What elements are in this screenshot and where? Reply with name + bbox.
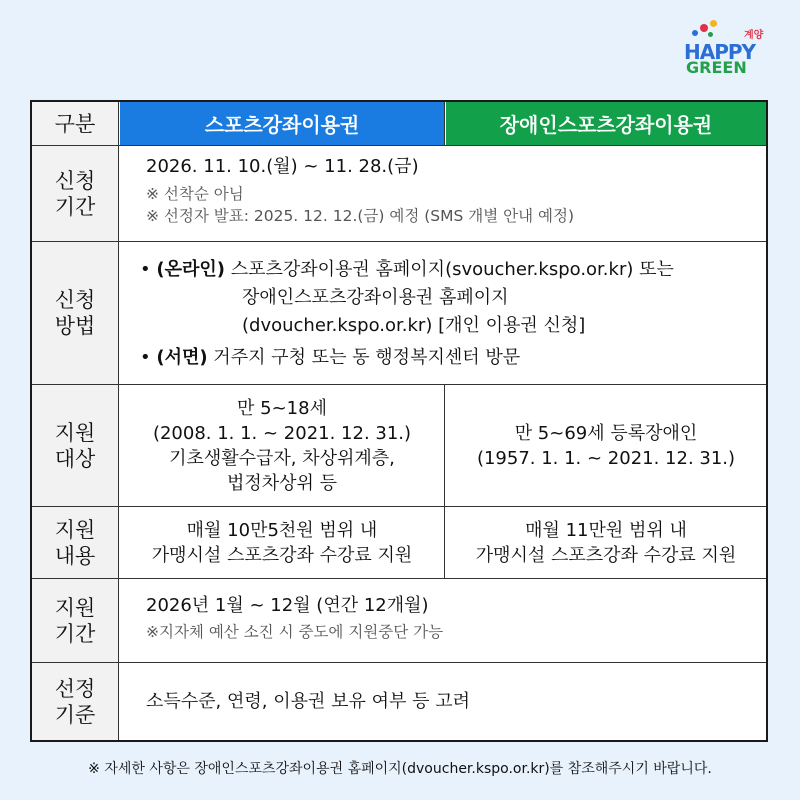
target-birth-range: (2008. 1. 1. ~ 2021. 12. 31.)	[152, 422, 412, 444]
label-line: 대상	[54, 446, 96, 471]
support-period-row	[32, 579, 766, 663]
support-period-label	[32, 579, 119, 662]
label-line: 지원	[54, 517, 96, 542]
header-disabled-sports-voucher	[446, 102, 766, 145]
header-sports-voucher	[120, 102, 445, 145]
sports-voucher-content	[120, 507, 445, 578]
announcement-note: ※ 선정자 발표: 2025. 12. 12.(금) 예정 (SMS 개별 안내 예정)	[146, 207, 575, 225]
selection-criteria-row	[32, 663, 766, 740]
application-method-content	[120, 242, 766, 384]
online-tag: (온라인)	[156, 259, 225, 280]
online-line-2: 장애인스포츠강좌이용권 홈페이지	[242, 287, 509, 308]
label-line: 선정	[54, 676, 96, 701]
disabled-voucher-target	[446, 385, 766, 506]
bullet-icon: •	[140, 259, 157, 280]
target-age: 만 5~18세	[237, 397, 327, 419]
first-come-note: ※ 선착순 아님	[146, 185, 244, 203]
header-row	[32, 102, 766, 146]
sports-voucher-target	[120, 385, 445, 506]
label-line: 지원	[54, 595, 96, 620]
target-eligibility-2: 법정차상위 등	[226, 472, 338, 494]
online-line-3: (dvoucher.kspo.or.kr) [개인 이용권 신청]	[242, 315, 586, 336]
application-method-row	[32, 242, 766, 385]
label-line: 기준	[54, 702, 96, 727]
offline-text: 거주지 구청 또는 동 행정복지센터 방문	[207, 347, 521, 368]
happy-green-logo	[684, 14, 784, 76]
support-period-months: 2026년 1월 ~ 12월 (연간 12개월)	[146, 595, 429, 616]
label-line: 신청	[54, 168, 96, 193]
target-birth-range: (1957. 1. 1. ~ 2021. 12. 31.)	[476, 447, 736, 469]
application-period-label	[32, 146, 119, 241]
online-method	[140, 256, 766, 284]
application-period-content	[120, 146, 766, 241]
logo-text-happy: HAPPY	[684, 40, 756, 64]
label-line: 기간	[54, 621, 96, 646]
content-description: 가맹시설 스포츠강좌 수강료 지원	[475, 544, 737, 566]
label-line: 내용	[54, 543, 96, 568]
header-label-cell	[32, 102, 119, 145]
footer-note: ※ 자세한 사항은 장애인스포츠강좌이용권 홈페이지(dvoucher.kspo.or.kr)를 참조해주시기 바랍니다.	[88, 761, 712, 777]
selection-criteria-label	[32, 663, 119, 740]
content-amount: 매월 10만5천원 범위 내	[186, 519, 378, 541]
label-line: 신청	[54, 288, 96, 312]
label-line: 방법	[54, 314, 96, 338]
header-label: 구분	[54, 111, 96, 136]
header-disabled-sports-voucher-text: 장애인스포츠강좌이용권	[499, 113, 713, 137]
logo-text-green: GREEN	[686, 58, 747, 77]
voucher-info-table	[30, 100, 768, 742]
label-line: 지원	[54, 420, 96, 445]
budget-note: ※지자체 예산 소진 시 중도에 지원중단 가능	[146, 623, 444, 641]
support-target-row	[32, 385, 766, 507]
header-sports-voucher-text: 스포츠강좌이용권	[204, 113, 360, 137]
application-method-label	[32, 242, 119, 384]
support-target-label	[32, 385, 119, 506]
support-period-content	[120, 579, 766, 662]
online-line-1: 스포츠강좌이용권 홈페이지(svoucher.kspo.or.kr) 또는	[224, 259, 674, 280]
application-period-dates: 2026. 11. 10.(월) ~ 11. 28.(금)	[146, 156, 419, 177]
content-description: 가맹시설 스포츠강좌 수강료 지원	[151, 544, 413, 566]
content-amount: 매월 11만원 범위 내	[525, 519, 687, 541]
selection-criteria-text: 소득수준, 연령, 이용권 보유 여부 등 고려	[146, 690, 470, 712]
target-age: 만 5~69세 등록장애인	[514, 422, 698, 444]
support-content-row	[32, 507, 766, 579]
offline-tag: (서면)	[156, 347, 208, 368]
bullet-icon: •	[140, 347, 157, 368]
target-eligibility: 기초생활수급자, 차상위계층,	[169, 447, 395, 469]
label-line: 기간	[54, 194, 96, 219]
application-period-row	[32, 146, 766, 242]
support-content-label	[32, 507, 119, 578]
disabled-voucher-content	[446, 507, 766, 578]
selection-criteria-content	[120, 663, 766, 740]
logo-korean-text: 계양	[744, 30, 764, 41]
offline-method	[140, 344, 766, 372]
